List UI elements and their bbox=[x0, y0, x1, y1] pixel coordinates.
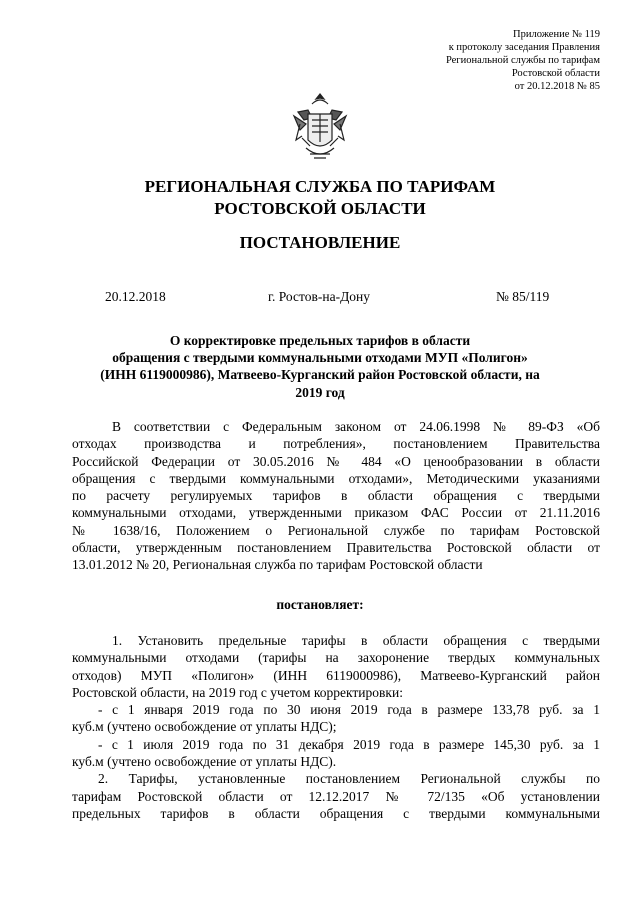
preamble-line: № 1638/16, Положением о Региональной службе по тарифам Ростовской bbox=[72, 522, 600, 538]
preamble-line: обращения с твердыми коммунальными отходами», Методическими указаниями bbox=[72, 470, 600, 486]
subject-line: 2019 год bbox=[295, 384, 345, 400]
item-line: куб.м (учтено освобождение от уплаты НДС); bbox=[72, 719, 337, 735]
document-date: 20.12.2018 bbox=[105, 289, 166, 304]
document-place: г. Ростов-на-Дону bbox=[268, 289, 371, 304]
org-line: РОСТОВСКОЙ ОБЛАСТИ bbox=[214, 199, 426, 218]
preamble-line: коммунальными отходами, утвержденными приказом ФАС России от 21.11.2016 bbox=[72, 505, 600, 521]
subject-line: обращения с твердыми коммунальными отходами МУП «Полигон» bbox=[112, 350, 528, 366]
preamble-line: области, утвержденным постановлением Правительства Ростовской области от bbox=[72, 540, 600, 556]
item-line: - с 1 января 2019 года по 30 июня 2019 года в размере 133,78 руб. за 1 bbox=[98, 702, 600, 718]
item-line: 2. Тарифы, установленные постановлением Региональной службы по bbox=[98, 771, 600, 787]
preamble-line: 13.01.2012 № 20, Региональная служба по тарифам Ростовской области bbox=[72, 557, 483, 573]
document-type: ПОСТАНОВЛЕНИЕ bbox=[239, 233, 401, 252]
preamble-line: отходах производства и потребления», постановлением Правительства bbox=[72, 436, 600, 452]
preamble-line: В соответствии с Федеральным законом от 24.06.1998 № 89-ФЗ «Об bbox=[112, 419, 600, 434]
item-line: тарифам Ростовской области от 12.12.2017 № 72/135 «Об установлении bbox=[72, 788, 600, 804]
preamble-line: по расчету регулируемых тарифов в области обращения с твердыми bbox=[72, 488, 600, 504]
item-line: коммунальными отходами (тарифы на захоронение твердых коммунальных bbox=[72, 650, 600, 666]
preamble bbox=[72, 418, 600, 574]
item-line: куб.м (учтено освобождение от уплаты НДС). bbox=[72, 754, 337, 770]
org-line: РЕГИОНАЛЬНАЯ СЛУЖБА ПО ТАРИФАМ bbox=[144, 177, 496, 196]
document-number: № 85/119 bbox=[496, 289, 550, 304]
annex-reference bbox=[380, 28, 600, 93]
subject-line: О корректировке предельных тарифов в области bbox=[169, 333, 471, 348]
item-line: - с 1 июля 2019 года по 31 декабря 2019 года в размере 145,30 руб. за 1 bbox=[98, 736, 600, 752]
item-line: Ростовской области, на 2019 год с учетом корректировки: bbox=[72, 684, 403, 700]
item-line: 1. Установить предельные тарифы в области обращения с твердыми bbox=[112, 633, 600, 648]
annex-line: от 20.12.2018 № 85 bbox=[514, 81, 600, 92]
subject-line: (ИНН 6119000986), Матвеево-Курганский район Ростовской области, на bbox=[100, 367, 540, 383]
resolves-heading: постановляет: bbox=[276, 597, 364, 612]
annex-line: Приложение № 119 bbox=[513, 29, 600, 40]
annex-line: к протоколу заседания Правления bbox=[448, 42, 600, 53]
item-line: предельных тарифов в области обращения с твердыми коммунальными bbox=[72, 805, 600, 821]
annex-line: Ростовской области bbox=[511, 68, 600, 79]
document-subject bbox=[60, 332, 580, 401]
annex-line: Региональной службы по тарифам bbox=[445, 55, 600, 66]
item-line: отходов) МУП «Полигон» (ИНН 6119000986), Матвеево-Курганский район bbox=[72, 667, 600, 683]
rostov-oblast-coat-of-arms-icon bbox=[290, 90, 350, 166]
preamble-line: Российской Федерации от 30.05.2016 № 484 «О ценообразовании в области bbox=[72, 453, 600, 469]
organization-name bbox=[0, 176, 640, 220]
resolution-items bbox=[72, 632, 600, 822]
